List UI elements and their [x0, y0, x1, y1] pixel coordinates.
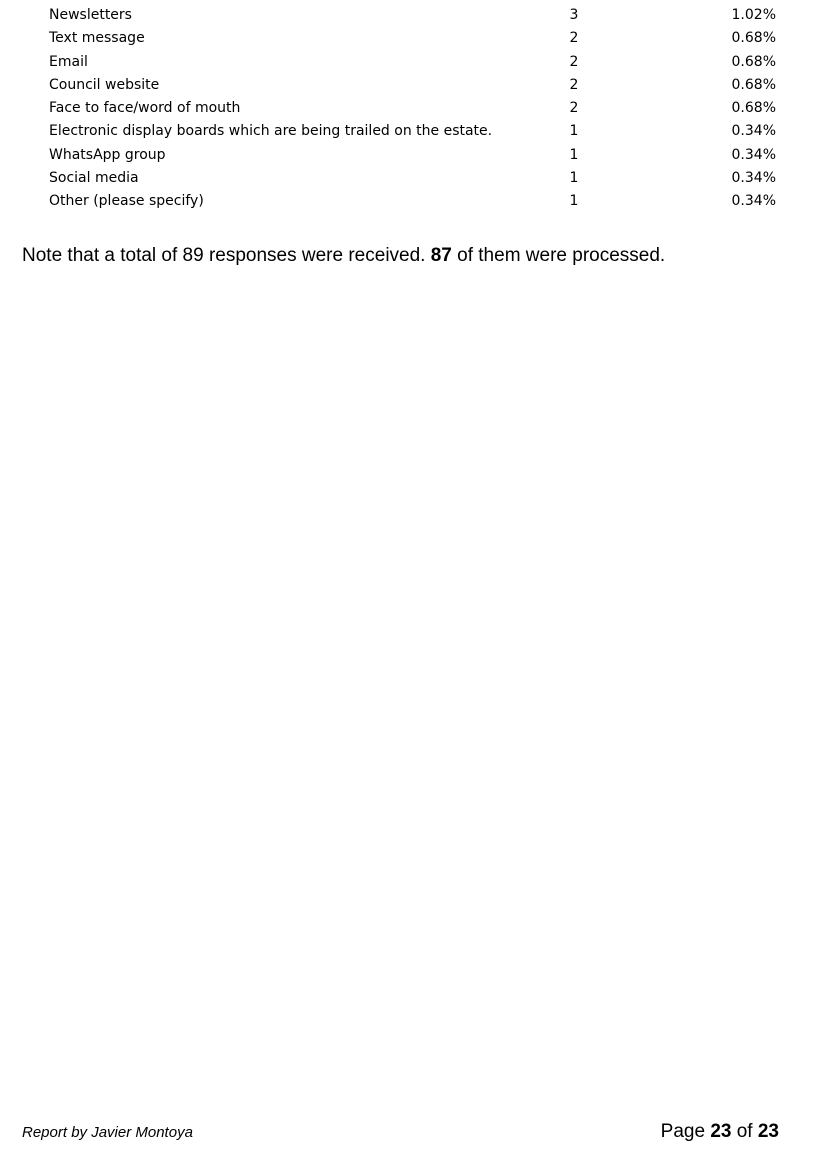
row-percent: 0.68% [731, 53, 776, 70]
table-row [49, 74, 789, 97]
row-label: Email [49, 53, 88, 70]
current-page: 23 [710, 1121, 732, 1142]
total-pages: 23 [757, 1121, 779, 1142]
row-label: Social media [49, 170, 139, 187]
row-count: 1 [569, 193, 579, 210]
row-count: 2 [569, 30, 579, 47]
row-count: 1 [569, 146, 579, 163]
row-count: 1 [569, 123, 579, 140]
page-number [661, 1121, 779, 1143]
row-percent: 0.34% [731, 193, 776, 210]
row-percent: 0.34% [731, 146, 776, 163]
page-prefix: Page [660, 1121, 711, 1142]
note-prefix: Note that a total of 89 responses were received. [22, 245, 431, 266]
row-label: Other (please specify) [49, 193, 204, 210]
response-note [22, 245, 665, 267]
row-count: 3 [569, 7, 579, 23]
report-author: Report by Javier Montoya [22, 1124, 193, 1141]
row-percent: 0.68% [731, 76, 776, 93]
table-row [49, 27, 789, 50]
row-label: Electronic display boards which are being trailed on the estate. [49, 123, 493, 140]
row-label: Text message [49, 30, 145, 47]
table-row [49, 144, 789, 167]
row-label: WhatsApp group [49, 146, 166, 163]
row-percent: 0.34% [731, 170, 776, 187]
table-row [49, 120, 789, 143]
row-count: 2 [569, 100, 579, 117]
results-table [49, 4, 789, 214]
note-suffix: of them were processed. [451, 245, 666, 266]
page-middle: of [731, 1121, 758, 1142]
table-row [49, 4, 789, 27]
processed-count: 87 [430, 245, 452, 266]
row-label: Newsletters [49, 7, 132, 23]
row-percent: 0.68% [731, 30, 776, 47]
row-count: 1 [569, 170, 579, 187]
row-count: 2 [569, 53, 579, 70]
row-percent: 0.68% [731, 100, 776, 117]
row-percent: 1.02% [731, 7, 776, 23]
table-row [49, 51, 789, 74]
table-row [49, 167, 789, 190]
row-percent: 0.34% [731, 123, 776, 140]
table-row [49, 97, 789, 120]
row-count: 2 [569, 76, 579, 93]
row-label: Council website [49, 76, 160, 93]
table-row [49, 190, 789, 213]
row-label: Face to face/word of mouth [49, 100, 241, 117]
